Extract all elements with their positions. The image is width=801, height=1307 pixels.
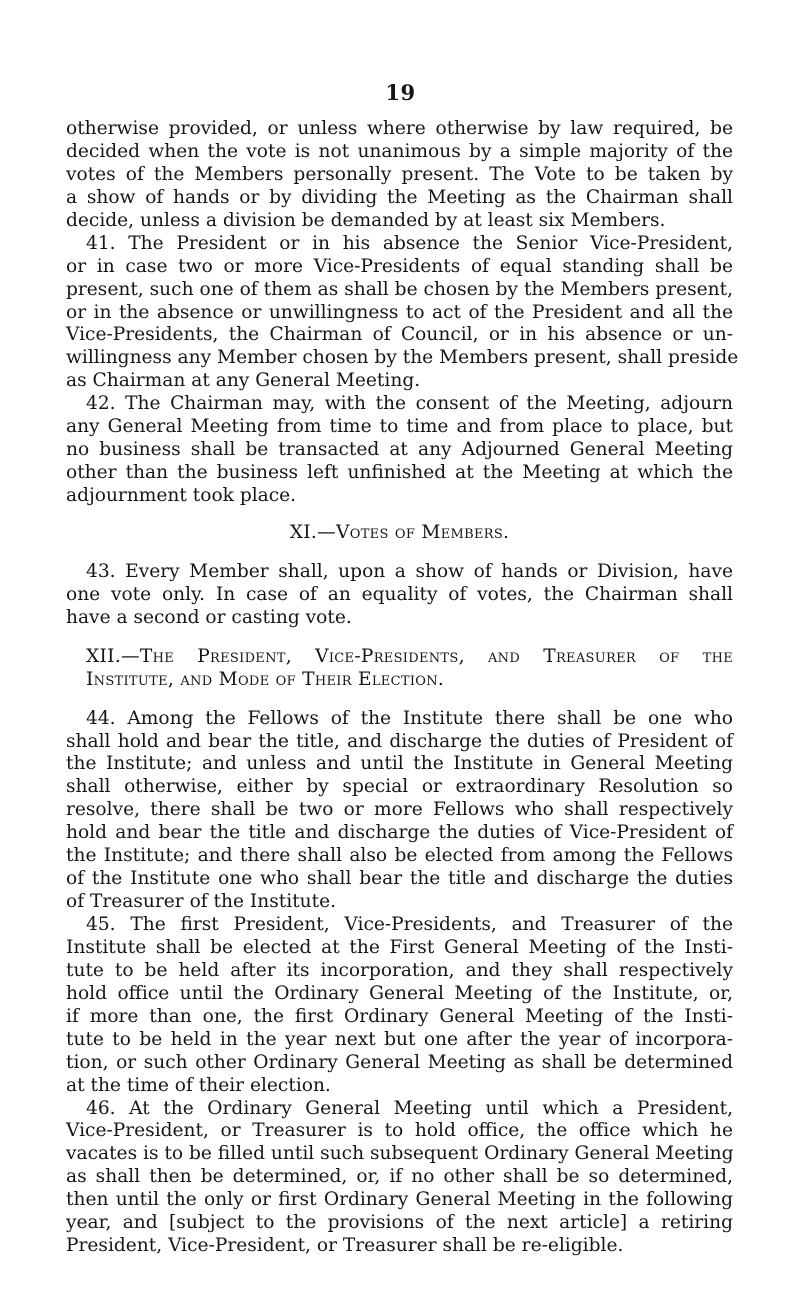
text-line: shall otherwise, either by special or extraordinary Resolution so	[66, 776, 733, 798]
text-line: 45. The first President, Vice-Presidents, and Treasurer of the	[86, 914, 733, 935]
text-line: votes of the Members personally present. The Vote to be taken by	[66, 163, 733, 185]
text-line: a show of hands or by dividing the Meeting as the Chairman shall	[66, 186, 733, 208]
text-line: as shall then be determined, or, if no other shall be so determined,	[66, 1166, 733, 1188]
text-line: Vice-President, or Treasurer is to hold office, the office which he	[66, 1120, 733, 1142]
paragraph	[66, 393, 733, 508]
text-line: one vote only. In case of an equality of votes, the Chairman shall	[66, 583, 733, 605]
text-line: of Treasurer of the Institute.	[66, 891, 337, 913]
text-line: 46. At the Ordinary General Meeting until which a President,	[86, 1097, 733, 1119]
text-line: then until the only or first Ordinary General Meeting in the following	[66, 1189, 733, 1211]
text-line: present, such one of them as shall be chosen by the Members present,	[66, 278, 733, 300]
section-heading-text: XII.—The President, Vice-Presidents, and Treasurer of the	[86, 645, 733, 667]
text-line: 41. The President or in his absence the Senior Vice-President,	[86, 232, 733, 254]
text-line: at the time of their election.	[66, 1074, 331, 1096]
text-line: the Institute; and unless and until the Institute in General Meeting	[66, 753, 733, 775]
text-line: 43. Every Member shall, upon a show of hands or Division, have	[86, 560, 733, 582]
text-line: 42. The Chairman may, with the consent of the Meeting, adjourn	[86, 393, 733, 415]
text-line: the Institute; and there shall also be elected from among the Fellows	[66, 845, 733, 867]
text-line: or in case two or more Vice-Presidents of equal standing shall be	[66, 255, 733, 277]
text-line: year, and [subject to the provisions of the next article] a retiring	[66, 1212, 733, 1234]
text-line: any General Meeting from time to time and from place to place, but	[66, 416, 733, 438]
text-line: of the Institute one who shall bear the title and discharge the duties	[66, 868, 733, 890]
document-body	[66, 118, 739, 1258]
paragraph	[66, 1098, 733, 1259]
paragraph	[66, 118, 733, 233]
paragraph	[66, 708, 733, 914]
text-line: hold and bear the title and discharge the duties of Vice-President of	[66, 822, 733, 844]
paragraph	[66, 232, 739, 394]
text-line: 44. Among the Fellows of the Institute there shall be one who	[86, 707, 733, 729]
text-line: otherwise provided, or unless where otherwise by law required, be	[66, 118, 733, 139]
paragraph	[66, 914, 733, 1098]
text-line: shall hold and bear the title, and discharge the duties of President of	[66, 730, 733, 752]
text-line: decided when the vote is not unanimous by a simple majority of the	[66, 140, 733, 162]
text-line: vacates is to be filled until such subsequent Ordinary General Meeting	[66, 1143, 734, 1165]
text-line: President, Vice-President, or Treasurer shall be re-eligible.	[66, 1235, 624, 1257]
section-heading	[66, 646, 733, 692]
text-line: decide, unless a division be demanded by at least six Members.	[66, 209, 666, 231]
text-line: other than the business left unfinished at the Meeting at which the	[66, 462, 733, 484]
text-line: Institute shall be elected at the First General Meeting of the Insti-	[66, 936, 733, 958]
text-line: resolve, there shall be two or more Fellows who shall respectively	[66, 799, 733, 821]
text-line: hold office until the Ordinary General Meeting of the Institute, or,	[66, 982, 733, 1004]
text-line: as Chairman at any General Meeting.	[66, 370, 421, 392]
text-line: tion, or such other Ordinary General Meeting as shall be determined	[66, 1051, 733, 1073]
text-line: tute to be held in the year next but one after the year of incorpora-	[66, 1028, 733, 1050]
text-line: adjournment took place.	[66, 485, 297, 506]
section-heading	[66, 522, 733, 545]
text-line: willingness any Member chosen by the Members present, shall preside	[66, 347, 739, 369]
text-line: have a second or casting vote.	[66, 606, 352, 628]
page-number: 19	[385, 80, 416, 105]
section-heading-text: XI.—Votes of Members.	[289, 521, 510, 543]
text-line: if more than one, the first Ordinary General Meeting of the Insti-	[66, 1005, 733, 1027]
paragraph	[66, 561, 733, 630]
text-line: Vice-Presidents, the Chairman of Council, or in his absence or un-	[66, 324, 733, 346]
text-line: tute to be held after its incorporation, and they shall respectively	[66, 959, 733, 981]
text-line: no business shall be transacted at any Adjourned General Meeting	[66, 439, 733, 461]
section-heading-text: Institute, and Mode of Their Election.	[86, 668, 445, 690]
text-line: or in the absence or unwillingness to act of the President and all the	[66, 301, 733, 323]
